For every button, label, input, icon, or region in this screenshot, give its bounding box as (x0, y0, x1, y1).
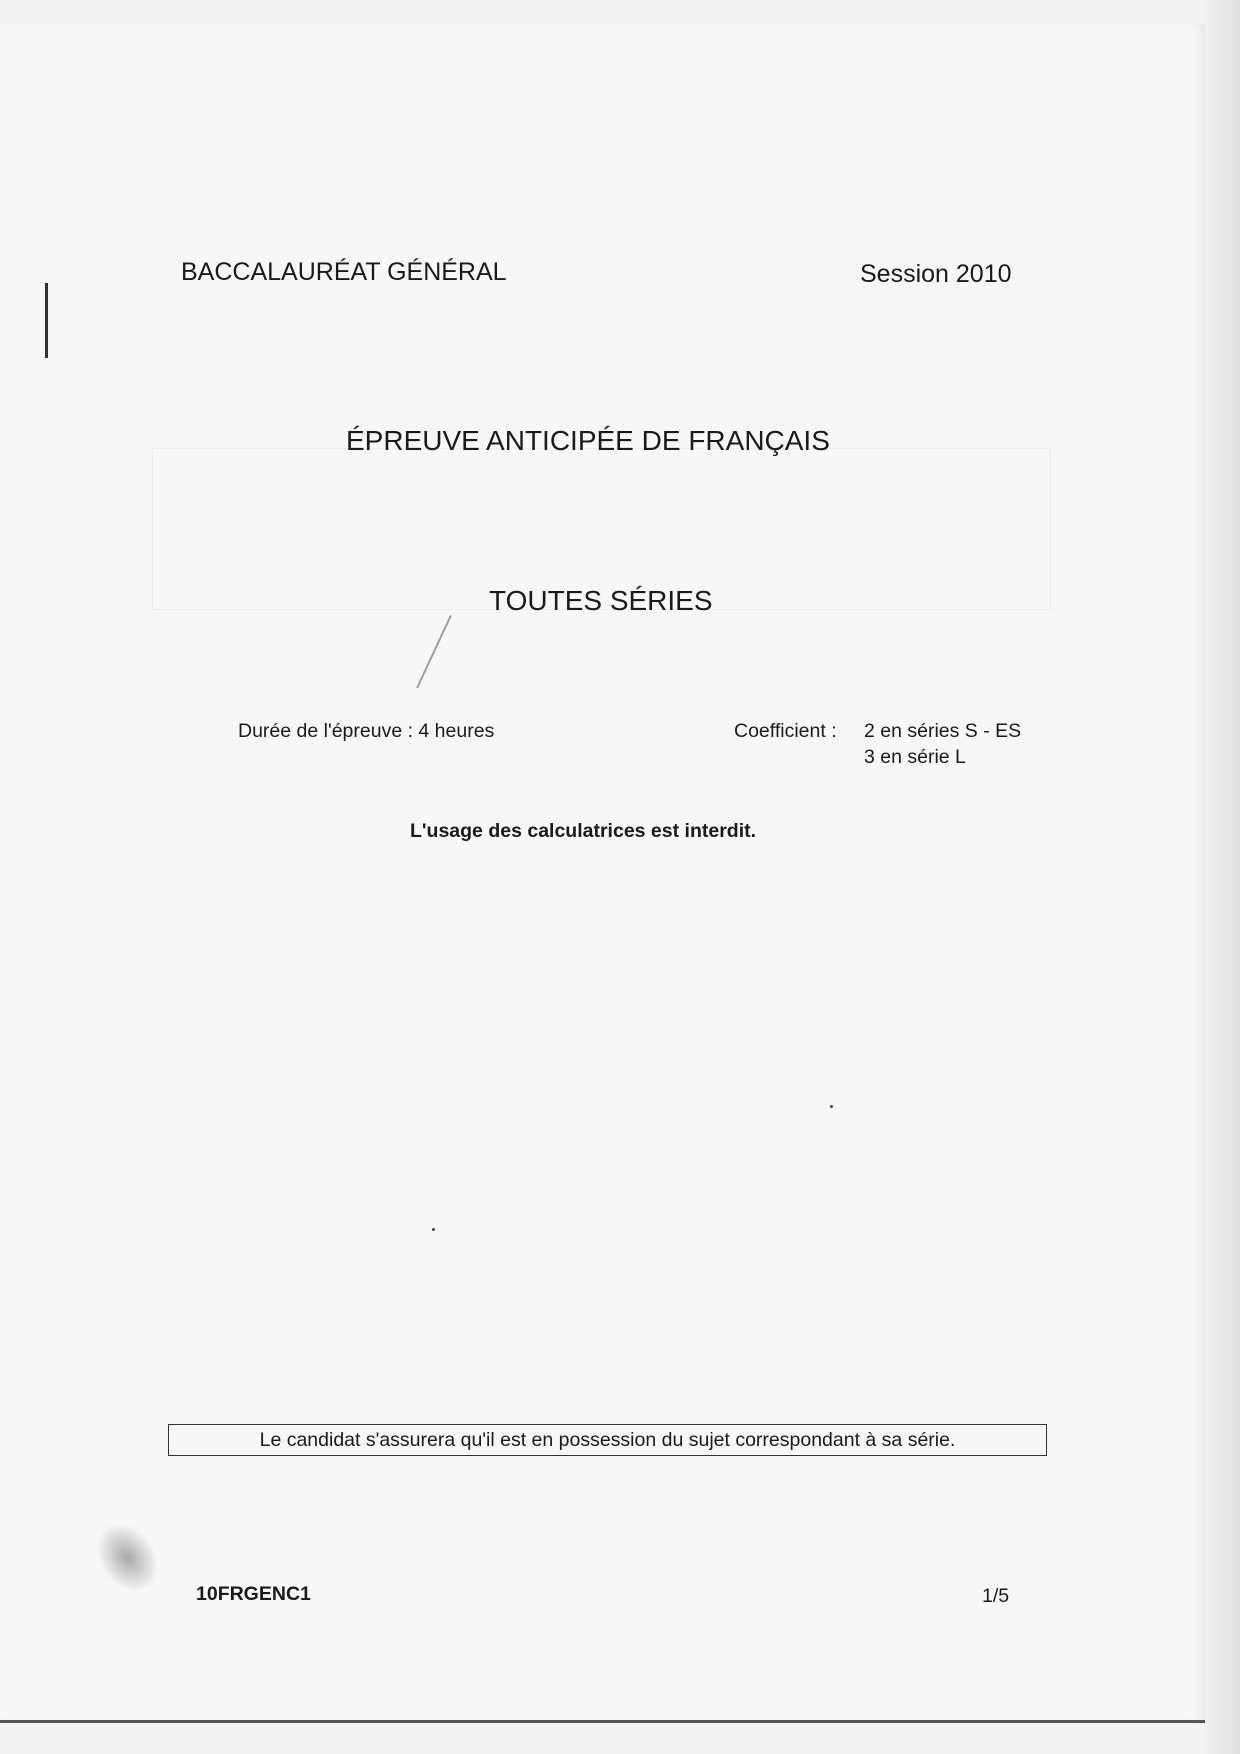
scan-edge-shadow (1200, 0, 1240, 1754)
subject-code: 10FRGENC1 (196, 1583, 311, 1605)
scan-bottom-edge (0, 1720, 1205, 1723)
session-year: Session 2010 (860, 260, 1012, 288)
exam-name: BACCALAURÉAT GÉNÉRAL (181, 258, 507, 286)
margin-mark (45, 283, 48, 358)
coefficient-line-1: 2 en séries S - ES (864, 720, 1022, 742)
speck (432, 1228, 435, 1231)
series-label: TOUTES SÉRIES (489, 585, 713, 616)
candidate-notice-box (168, 1424, 1047, 1456)
page-number: 1/5 (982, 1585, 1010, 1607)
exam-title: ÉPREUVE ANTICIPÉE DE FRANÇAIS (346, 425, 830, 456)
coefficient-line-2: 3 en série L (864, 746, 966, 768)
candidate-notice-text: Le candidat s'assurera qu'il est en possession du sujet correspondant à sa série. (259, 1428, 956, 1451)
coefficient-label: Coefficient : (734, 720, 837, 742)
speck (830, 1105, 833, 1108)
calculator-notice: L'usage des calculatrices est interdit. (410, 820, 757, 842)
duration-text: Durée de l'épreuve : 4 heures (238, 720, 495, 742)
